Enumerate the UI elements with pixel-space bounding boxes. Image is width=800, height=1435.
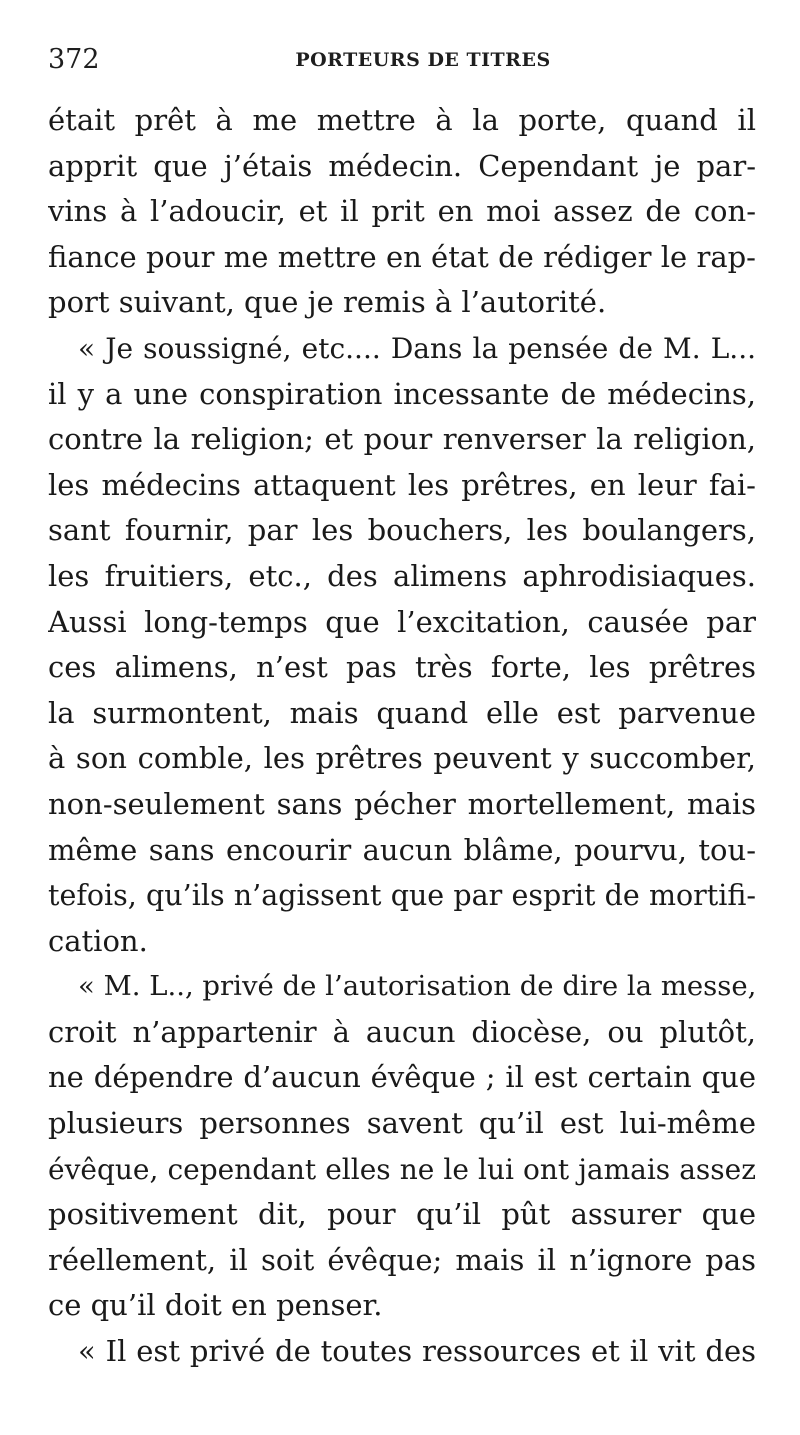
text-line: ces alimens, n’est pas très forte, les prêtres <box>48 650 756 685</box>
text-line: positivement dit, pour qu’il pût assurer que <box>48 1197 756 1232</box>
text-line: apprit que j’étais médecin. Cependant je par- <box>48 148 756 183</box>
text-line: ce qu’il doit en penser. <box>48 1288 383 1323</box>
body-text <box>48 98 756 1375</box>
text-line: Aussi long-temps que l’excitation, causée par <box>48 604 756 639</box>
text-line: les médecins attaquent les prêtres, en leur fai- <box>48 467 756 502</box>
text-line: croit n’appartenir à aucun diocèse, ou plutôt, <box>48 1014 756 1049</box>
text-line: « Il est privé de toutes ressources et il vit des <box>78 1334 756 1369</box>
text-line: les fruitiers, etc., des alimens aphrodisiaques. <box>48 558 756 593</box>
text-line: même sans encourir aucun blâme, pourvu, tou- <box>48 832 756 867</box>
text-line: ne dépendre d’aucun évêque ; il est certain que <box>48 1060 756 1095</box>
text-line: vins à l’adoucir, et il prit en moi assez de con- <box>48 194 756 229</box>
text-line: était prêt à me mettre à la porte, quand il <box>48 103 756 137</box>
page-header <box>48 42 758 78</box>
text-line: plusieurs personnes savent qu’il est lui-même <box>48 1106 756 1141</box>
running-title: PORTEURS DE TITRES <box>295 49 551 71</box>
text-line: la surmontent, mais quand elle est parvenue <box>48 695 756 730</box>
page-number: 372 <box>48 44 100 75</box>
text-line: évêque, cependant elles ne le lui ont jamais assez <box>48 1152 756 1186</box>
text-line: tefois, qu’ils n’agissent que par esprit de mortifi- <box>48 879 756 913</box>
text-line: port suivant, que je remis à l’autorité. <box>48 285 607 320</box>
text-line: fiance pour me mettre en état de rédiger le rap- <box>48 239 756 274</box>
text-line: à son comble, les prêtres peuvent y succomber, <box>48 741 756 776</box>
text-line: contre la religion; et pour renverser la religion, <box>48 422 756 457</box>
text-line: cation. <box>48 923 148 958</box>
text-line: « Je soussigné, etc.... Dans la pensée de M. L... <box>78 331 756 365</box>
text-line: non-seulement sans pécher mortellement, mais <box>48 786 756 821</box>
text-line: « M. L.., privé de l’autorisation de dire la messe, <box>78 970 756 1003</box>
text-line: il y a une conspiration incessante de médecins, <box>48 376 756 411</box>
text-line: réellement, il soit évêque; mais il n’ignore pas <box>48 1242 756 1277</box>
text-line: sant fournir, par les bouchers, les boulangers, <box>48 513 756 548</box>
